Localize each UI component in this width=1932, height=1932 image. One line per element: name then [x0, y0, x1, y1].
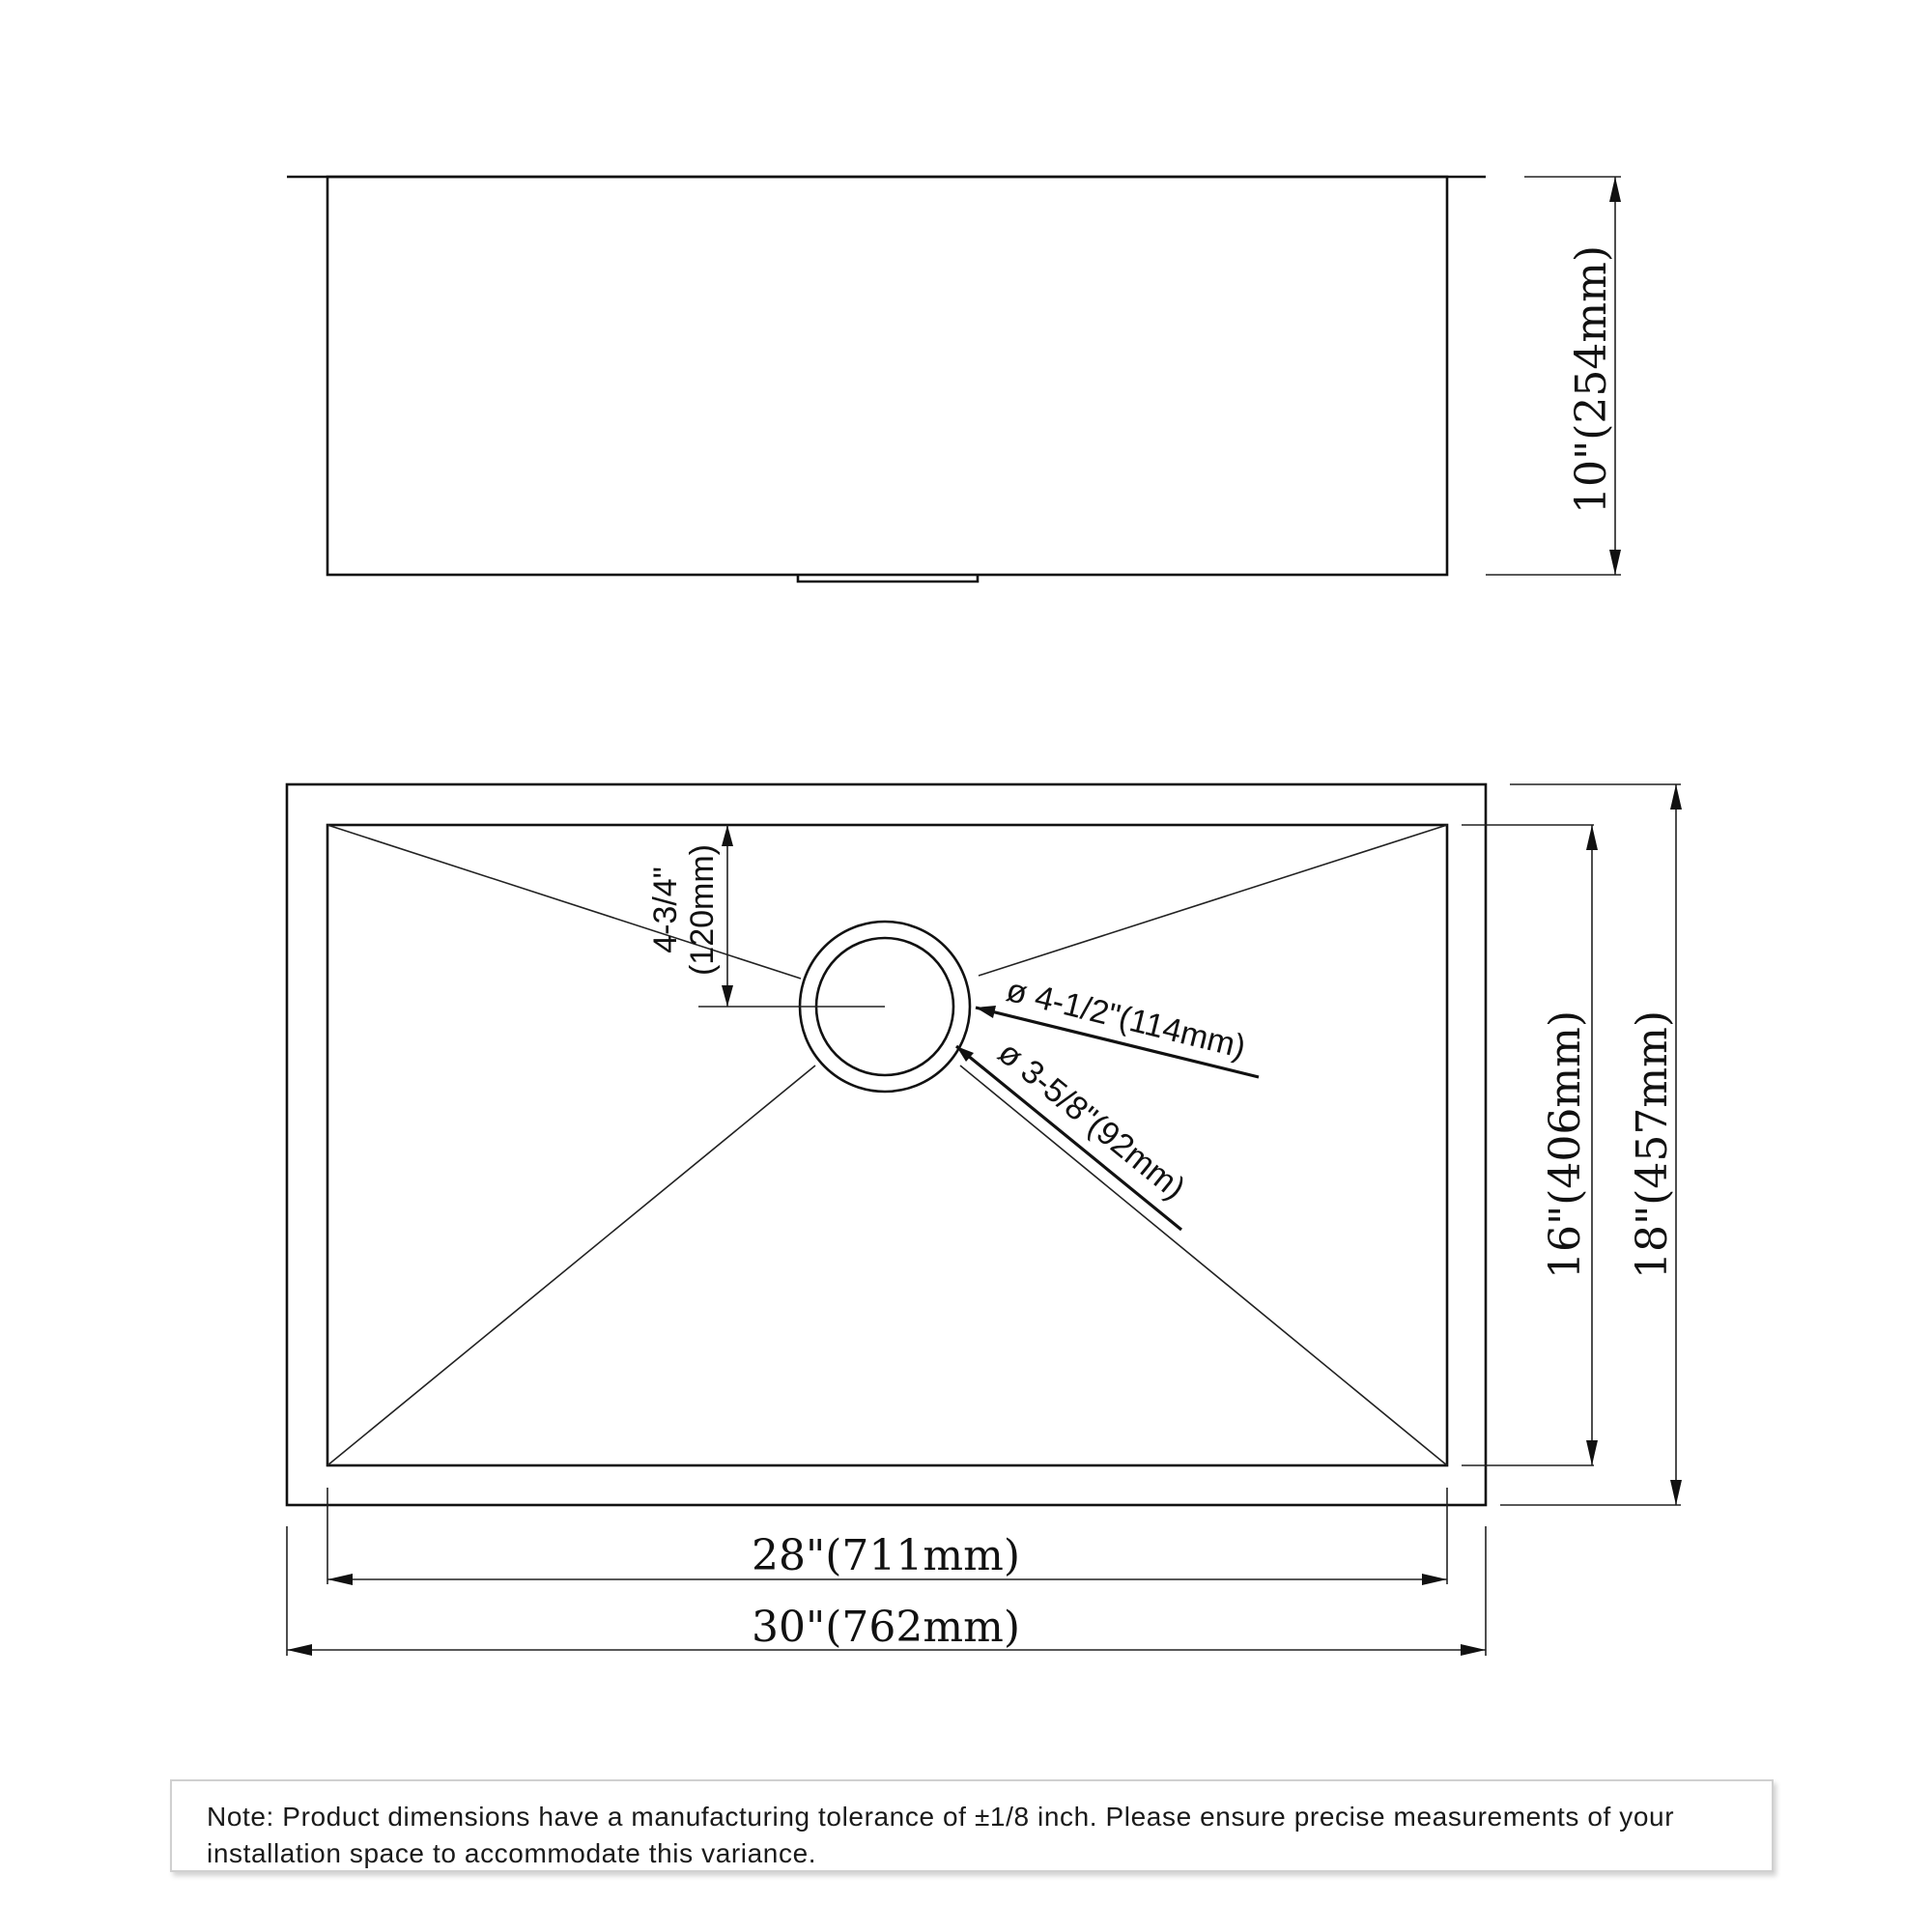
crease-line-bottom-right [960, 1065, 1447, 1465]
outer-width-arrow-left [287, 1644, 312, 1656]
drain-offset-arrow-bottom [722, 985, 733, 1007]
outer-length-arrow-top [1670, 784, 1682, 810]
outer-length-label: 18"(457mm) [1628, 1010, 1677, 1279]
inner-width-arrow-right [1422, 1574, 1447, 1585]
drain-inner-diameter-leader [956, 1046, 1181, 1230]
inner-length-arrow-bottom [1586, 1440, 1598, 1465]
crease-line-top-left [327, 825, 801, 979]
crease-line-bottom-left [327, 1065, 815, 1465]
drain-outer-diameter-arrow [976, 1006, 996, 1018]
sink-outer-flange [287, 784, 1486, 1505]
crease-line-top-right [979, 825, 1447, 976]
outer-length-arrow-bottom [1670, 1480, 1682, 1505]
outer-width-arrow-right [1461, 1644, 1486, 1656]
tolerance-note-text: Note: Product dimensions have a manufacturing tolerance of ±1/8 inch. Please ensure precise measurements of your installation space to accommodate this variance. [207, 1802, 1675, 1868]
drain-offset-label-line2: (120mm) [684, 843, 721, 977]
depth-label: 10"(254mm) [1567, 245, 1616, 514]
drain-inner-diameter-label: ø 3-5/8"(92mm) [990, 1034, 1192, 1208]
depth-arrow-bottom [1609, 550, 1621, 575]
depth-arrow-top [1609, 177, 1621, 202]
inner-length-label: 16"(406mm) [1541, 1010, 1590, 1279]
top-view [287, 784, 1682, 1656]
inner-length-arrow-top [1586, 825, 1598, 850]
drain-offset-label-line1: 4-3/4" [647, 867, 684, 953]
side-view [287, 177, 1621, 582]
drain-outer-diameter-label: ø 4-1/2"(114mm) [1003, 971, 1250, 1066]
outer-width-label: 30"(762mm) [752, 1603, 1020, 1652]
side-view-body [327, 177, 1447, 575]
inner-width-label: 28"(711mm) [752, 1531, 1020, 1580]
inner-width-arrow-left [327, 1574, 353, 1585]
tolerance-note-box [170, 1779, 1774, 1872]
drain-offset-arrow-top [722, 825, 733, 846]
